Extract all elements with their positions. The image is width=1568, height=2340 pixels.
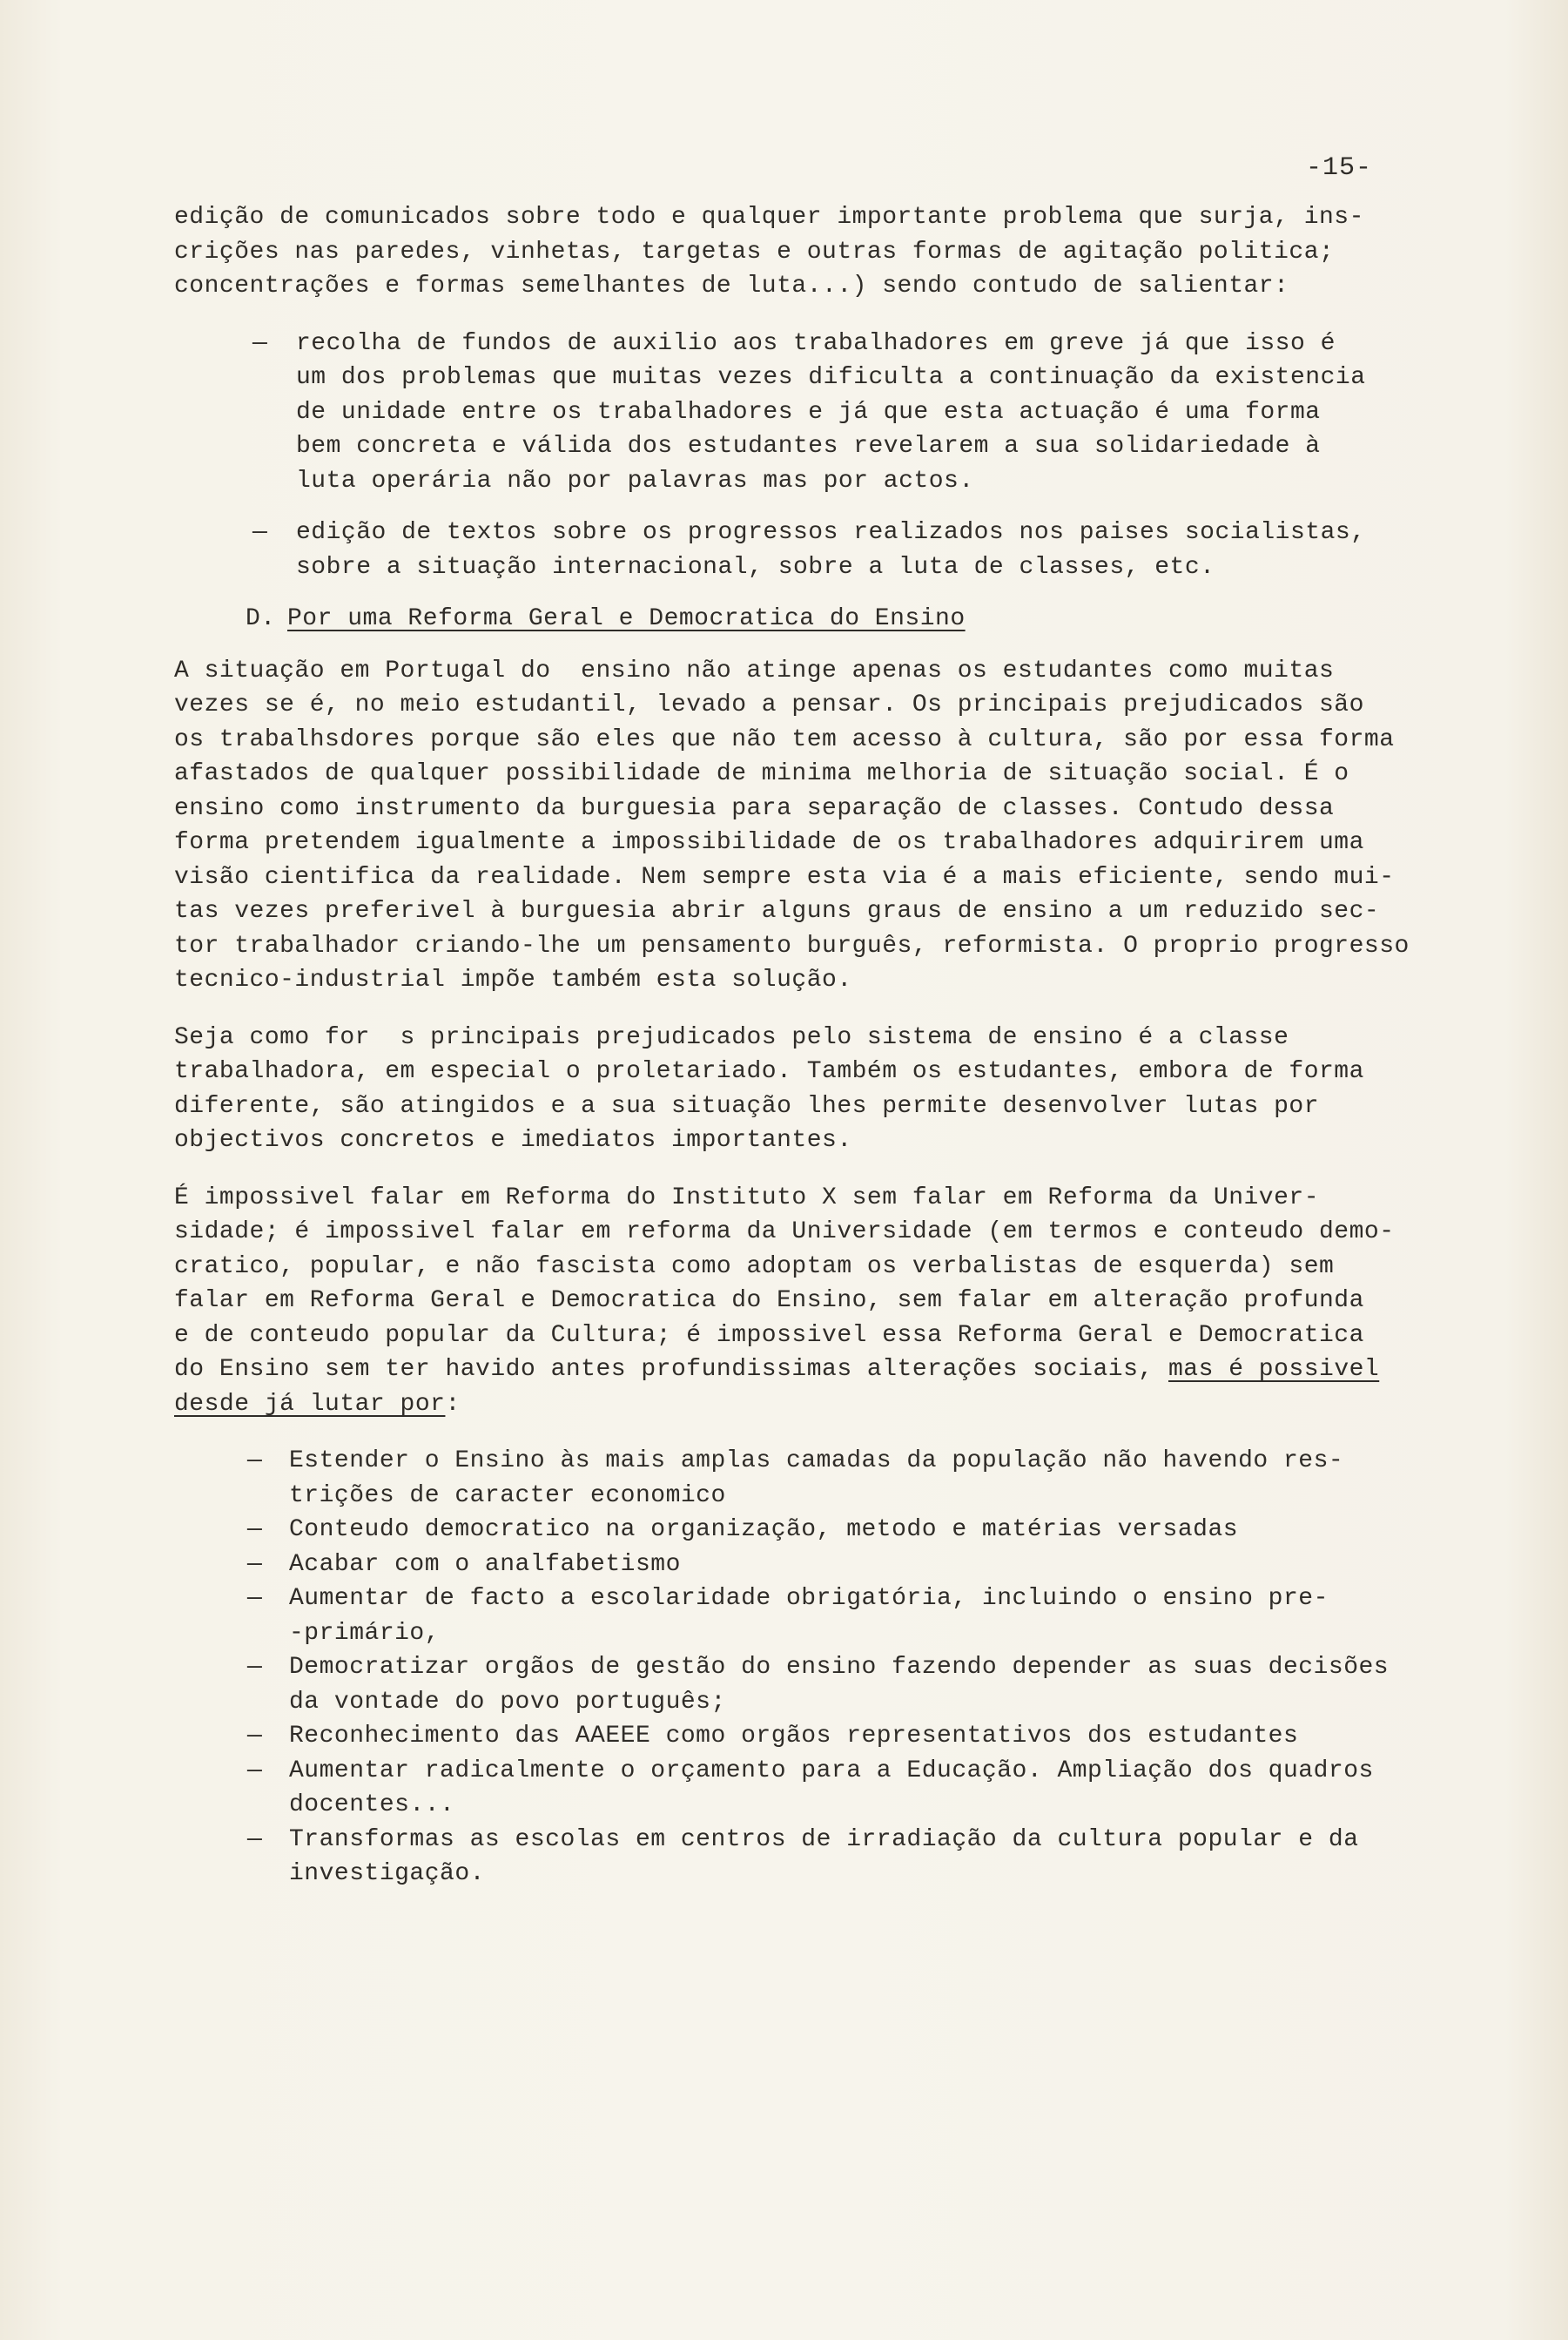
text-line: forma pretendem igualmente a impossibilidade de os trabalhadores adquirirem uma (174, 829, 1364, 856)
text-line: os trabalhsdores porque são eles que não tem acesso à cultura, são por essa forma (174, 725, 1395, 753)
section-heading (174, 602, 1428, 637)
text-line: e de conteudo popular da Cultura; é impossivel essa Reforma Geral e Democratica (174, 1321, 1364, 1349)
text-line: A situação em Portugal do ensino não atinge apenas os estudantes como muitas (174, 657, 1335, 684)
text-line: concentrações e formas semelhantes de luta...) sendo contudo de salientar: (174, 273, 1289, 300)
text-segment: : (445, 1390, 461, 1418)
dash-marker: — (247, 1550, 263, 1578)
list-item (174, 1513, 1428, 1548)
text-line: Acabar com o analfabetismo (289, 1550, 681, 1578)
text-line: edição de comunicados sobre todo e qualquer importante problema que surja, ins- (174, 204, 1364, 231)
dash-marker: — (247, 1723, 263, 1750)
body-text (174, 200, 1428, 1892)
text-line: objectivos concretos e imediatos importantes. (174, 1127, 852, 1154)
list-item (174, 1823, 1428, 1892)
text-line (174, 1387, 1428, 1422)
list-item (174, 1650, 1428, 1719)
text-line: Estender o Ensino às mais amplas camadas da população não havendo res- (289, 1447, 1344, 1474)
list-item (174, 1548, 1428, 1582)
list-item (174, 1444, 1428, 1513)
text-line (174, 1352, 1428, 1387)
text-line: diferente, são atingidos e a sua situação lhes permite desenvolver lutas por (174, 1092, 1320, 1120)
paragraph (174, 1021, 1428, 1158)
text-line: vezes se é, no meio estudantil, levado a pensar. Os principais prejudicados são (174, 691, 1364, 718)
text-line: Aumentar radicalmente o orçamento para a Educação. Ampliação dos quadros (289, 1757, 1374, 1784)
text-line: Reconhecimento das AAEEE como orgãos representativos dos estudantes (289, 1723, 1299, 1750)
text-line: de unidade entre os trabalhadores e já que esta actuação é uma forma (296, 398, 1321, 426)
text-line: Seja como for s principais prejudicados pelo sistema de ensino é a classe (174, 1023, 1289, 1051)
text-line: Aumentar de facto a escolaridade obrigatória, incluindo o ensino pre- (289, 1585, 1329, 1612)
text-line: Democratizar orgãos de gestão do ensino fazendo depender as suas decisões (289, 1654, 1390, 1681)
section-title: Por uma Reforma Geral e Democratica do Ensino (287, 605, 966, 632)
paragraph (174, 1181, 1428, 1422)
intro-paragraph (174, 200, 1428, 304)
text-line: tas vezes preferivel à burguesia abrir alguns graus de ensino a um reduzido sec- (174, 898, 1380, 925)
text-line: trições de caracter economico (289, 1481, 726, 1509)
underlined-text: desde já lutar por (174, 1390, 446, 1418)
text-line: visão cientifica da realidade. Nem sempre esta via é a mais eficiente, sendo mui- (174, 863, 1395, 891)
text-line: sidade; é impossivel falar em reforma da Universidade (em termos e conteudo demo- (174, 1218, 1395, 1245)
text-line: trabalhadora, em especial o proletariado. Também os estudantes, embora de forma (174, 1058, 1364, 1085)
text-line: afastados de qualquer possibilidade de minima melhoria de situação social. É o (174, 760, 1349, 787)
text-line: Conteudo democratico na organização, metodo e matérias versadas (289, 1516, 1239, 1543)
text-line: crições nas paredes, vinhetas, targetas e outras formas de agitação politica; (174, 238, 1335, 266)
text-line: falar em Reforma Geral e Democratica do Ensino, sem falar em alteração profunda (174, 1287, 1364, 1314)
text-line: sobre a situação internacional, sobre a luta de classes, etc. (296, 553, 1215, 581)
text-segment: do Ensino sem ter havido antes profundissimas alterações sociais, (174, 1356, 1168, 1383)
text-line: É impossivel falar em Reforma do Instituto X sem falar em Reforma da Univer- (174, 1183, 1320, 1211)
text-line: ensino como instrumento da burguesia para separação de classes. Contudo dessa (174, 794, 1335, 822)
dash-marker: — (252, 329, 268, 357)
text-line: investigação. (289, 1860, 485, 1887)
text-line: tecnico-industrial impõe também esta solução. (174, 967, 852, 994)
text-line: docentes... (289, 1791, 455, 1818)
bullet-item (174, 327, 1428, 499)
bullet-item (174, 516, 1428, 584)
dash-marker: — (247, 1516, 263, 1543)
list-item (174, 1719, 1428, 1754)
text-line: Transformas as escolas em centros de irradiação da cultura popular e da (289, 1825, 1359, 1853)
dash-marker: — (247, 1757, 263, 1784)
text-line: -primário, (289, 1619, 441, 1647)
paragraph (174, 654, 1497, 998)
text-line: luta operária não por palavras mas por actos. (296, 467, 974, 495)
text-line: edição de textos sobre os progressos realizados nos paises socialistas, (296, 519, 1366, 546)
list-item (174, 1581, 1428, 1650)
section-label: D. (246, 605, 276, 632)
dash-marker: — (247, 1654, 263, 1681)
text-line: cratico, popular, e não fascista como adoptam os verbalistas de esquerda) sem (174, 1252, 1335, 1280)
dash-marker: — (247, 1585, 263, 1612)
text-line: recolha de fundos de auxilio aos trabalhadores em greve já que isso é (296, 329, 1336, 357)
underlined-text: mas é possivel (1168, 1356, 1380, 1383)
text-line: da vontade do povo português; (289, 1688, 726, 1716)
list-item (174, 1754, 1428, 1823)
page-number: -15- (1306, 153, 1373, 183)
dash-marker: — (247, 1825, 263, 1853)
text-line: tor trabalhador criando-lhe um pensamento burguês, reformista. O proprio progresso (174, 932, 1410, 960)
text-line: bem concreta e válida dos estudantes revelarem a sua solidariedade à (296, 433, 1321, 460)
demands-list (174, 1444, 1428, 1892)
dash-marker: — (252, 519, 268, 546)
dash-marker: — (247, 1447, 263, 1474)
text-line: um dos problemas que muitas vezes dificulta a continuação da existencia (296, 364, 1366, 391)
